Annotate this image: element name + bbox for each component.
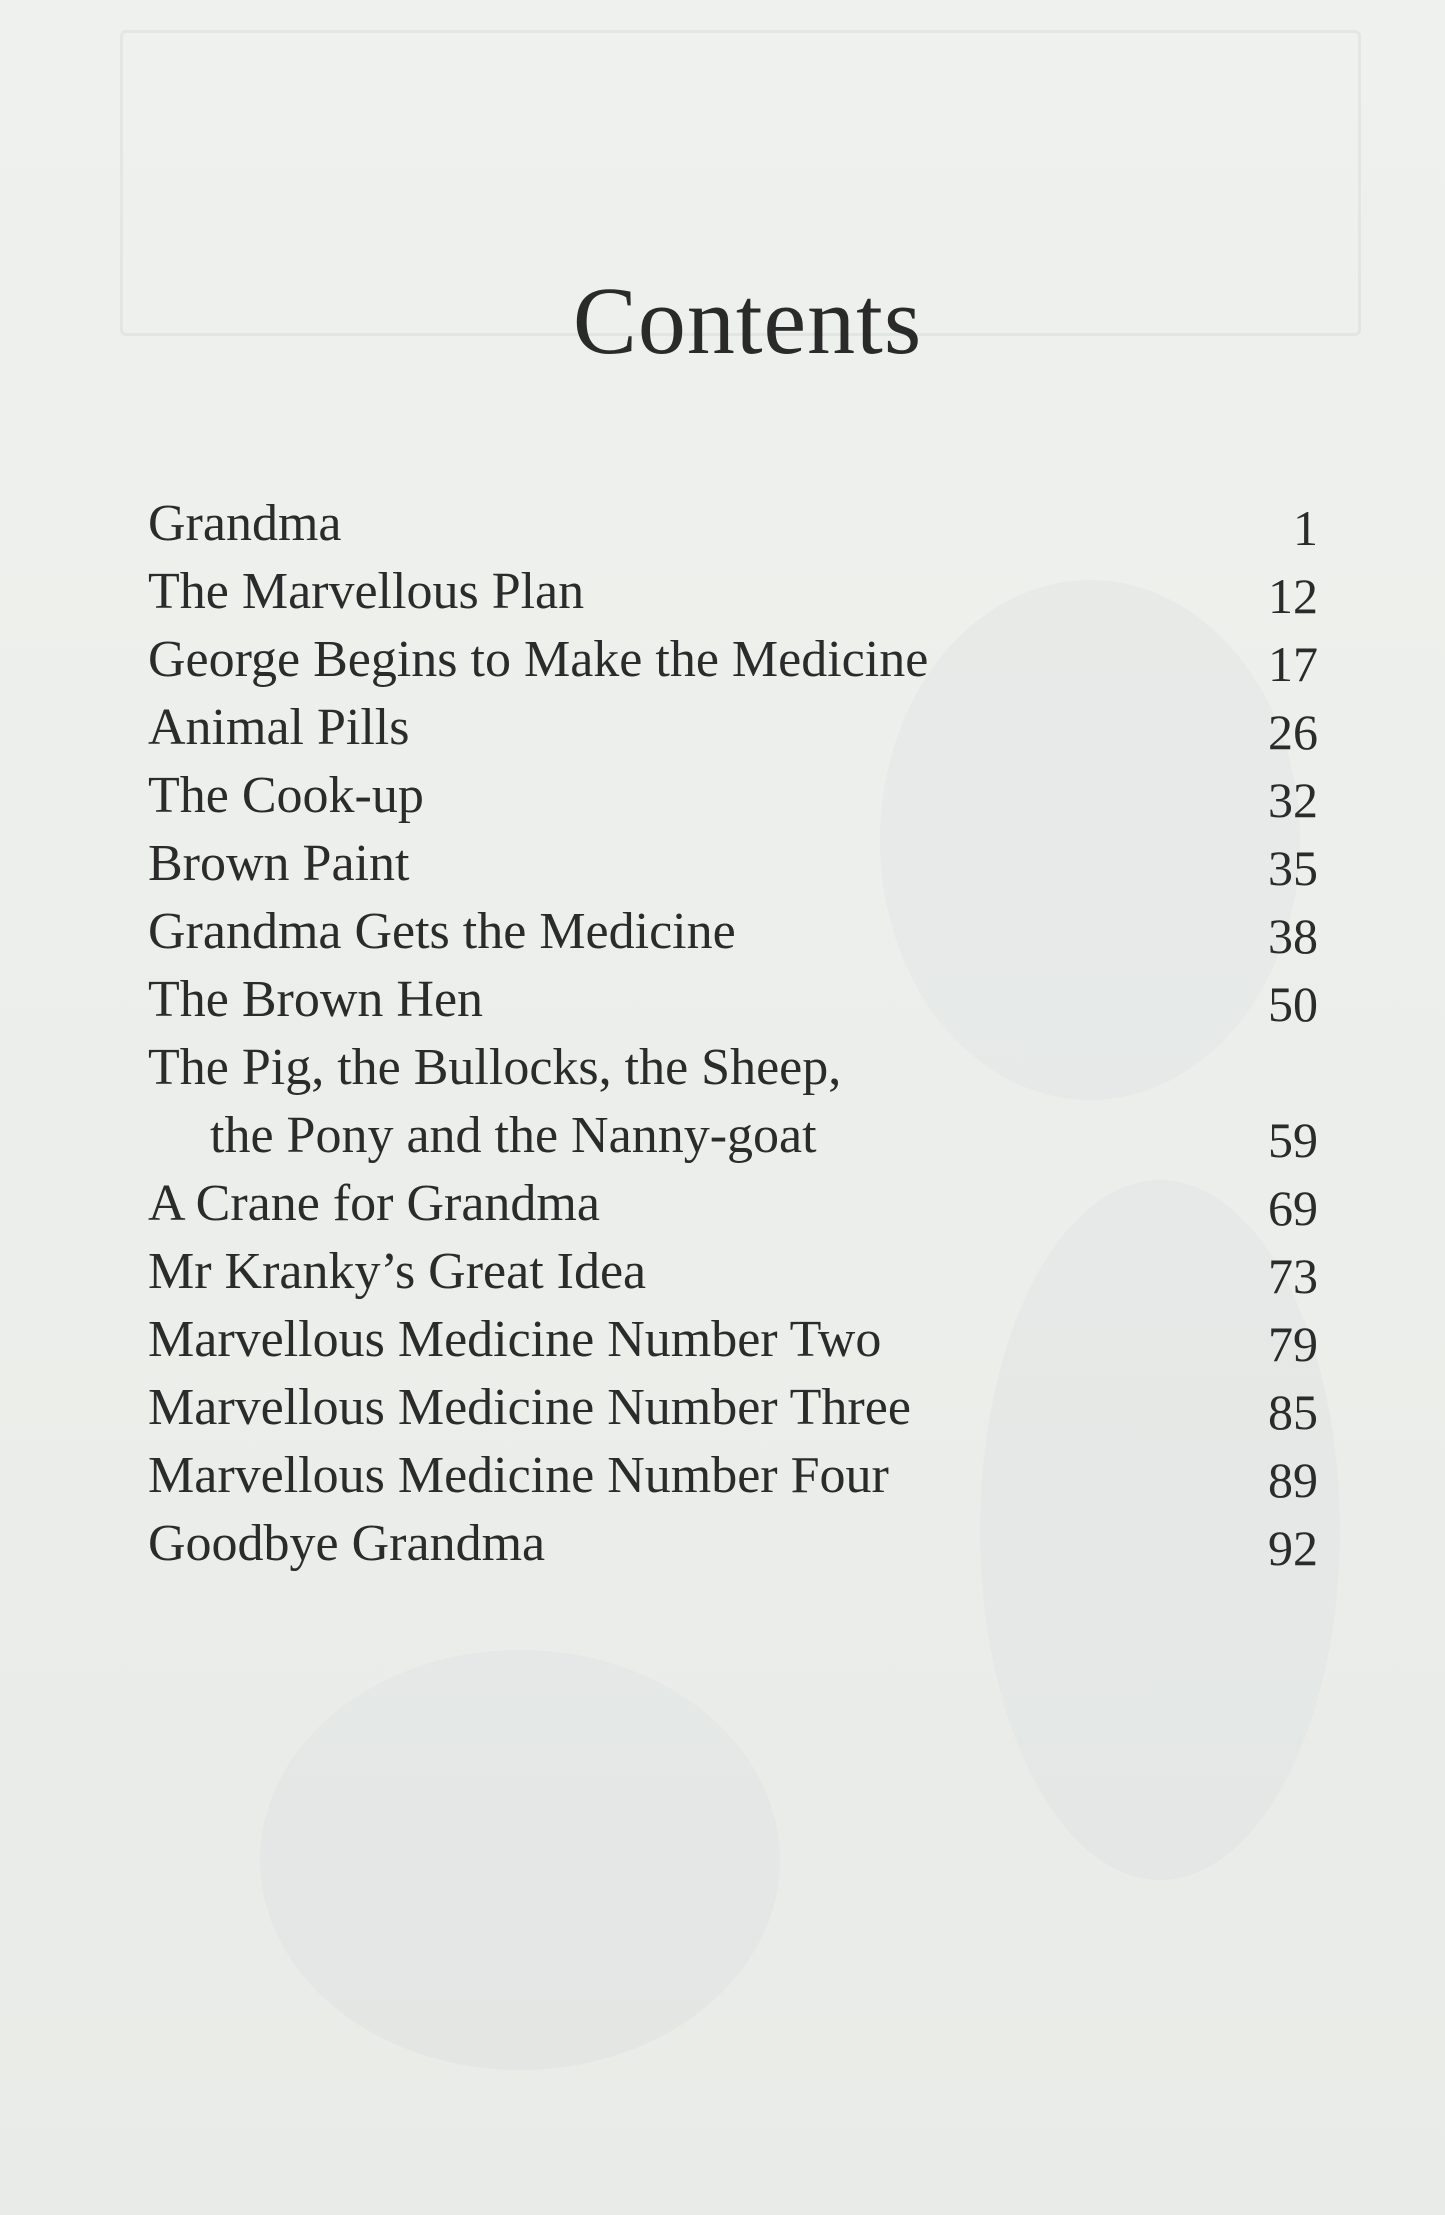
chapter-title: Marvellous Medicine Number Two bbox=[148, 1311, 882, 1368]
chapter-title: the Pony and the Nanny-goat bbox=[210, 1107, 817, 1164]
page-number: 89 bbox=[1268, 1452, 1318, 1508]
toc-entry bbox=[148, 1238, 1318, 1306]
table-of-contents bbox=[148, 490, 1318, 1578]
toc-entry bbox=[148, 1442, 1318, 1510]
page-number: 69 bbox=[1268, 1180, 1318, 1236]
chapter-title: The Cook-up bbox=[148, 767, 424, 824]
toc-entry bbox=[148, 1170, 1318, 1238]
toc-entry bbox=[148, 1034, 1318, 1170]
toc-entry bbox=[148, 1306, 1318, 1374]
toc-entry bbox=[148, 898, 1318, 966]
page-number: 17 bbox=[1268, 636, 1318, 692]
chapter-title: The Brown Hen bbox=[148, 971, 484, 1028]
chapter-title: Goodbye Grandma bbox=[148, 1515, 546, 1572]
toc-entry bbox=[148, 1510, 1318, 1578]
toc-entry bbox=[148, 626, 1318, 694]
show-through-illustration bbox=[260, 1650, 780, 2070]
chapter-title: Marvellous Medicine Number Three bbox=[148, 1379, 911, 1436]
toc-entry bbox=[148, 694, 1318, 762]
page-title: Contents bbox=[572, 267, 923, 374]
chapter-title: Animal Pills bbox=[148, 699, 410, 756]
chapter-title: Brown Paint bbox=[148, 835, 410, 892]
page-number: 50 bbox=[1268, 976, 1318, 1032]
toc-entry bbox=[148, 966, 1318, 1034]
chapter-title: Mr Kranky’s Great Idea bbox=[148, 1243, 647, 1300]
page-number: 1 bbox=[1293, 500, 1318, 556]
page-number: 32 bbox=[1268, 772, 1318, 828]
chapter-title: Grandma bbox=[148, 495, 342, 552]
page-number: 73 bbox=[1268, 1248, 1318, 1304]
page-number: 85 bbox=[1268, 1384, 1318, 1440]
page-number: 12 bbox=[1268, 568, 1318, 624]
chapter-title: The Pig, the Bullocks, the Sheep, bbox=[148, 1039, 842, 1096]
toc-entry bbox=[148, 1374, 1318, 1442]
toc-entry bbox=[148, 762, 1318, 830]
page-number: 38 bbox=[1268, 908, 1318, 964]
chapter-title: George Begins to Make the Medicine bbox=[148, 631, 929, 688]
toc-entry bbox=[148, 490, 1318, 558]
chapter-title: The Marvellous Plan bbox=[148, 563, 585, 620]
page-number: 59 bbox=[1268, 1112, 1318, 1168]
page-number: 26 bbox=[1268, 704, 1318, 760]
chapter-title: Marvellous Medicine Number Four bbox=[148, 1447, 889, 1504]
toc-entry bbox=[148, 558, 1318, 626]
chapter-title: Grandma Gets the Medicine bbox=[148, 903, 736, 960]
chapter-title: A Crane for Grandma bbox=[148, 1175, 600, 1232]
page-number: 35 bbox=[1268, 840, 1318, 896]
toc-entry bbox=[148, 830, 1318, 898]
page-number: 79 bbox=[1268, 1316, 1318, 1372]
page-number: 92 bbox=[1268, 1520, 1318, 1576]
